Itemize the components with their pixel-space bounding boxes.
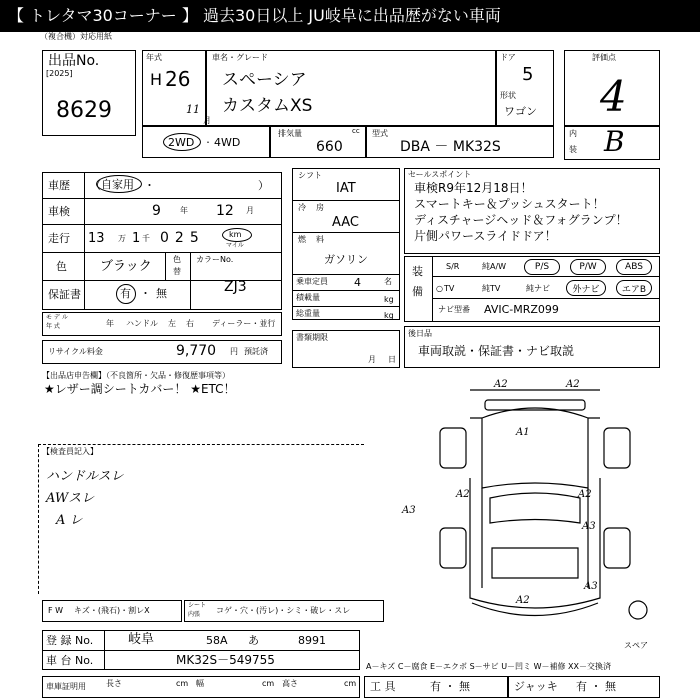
banner-text: 【 トレタマ30コーナー 】 過去30日以上 JU岐阜に出品歴がない車両 (8, 6, 501, 25)
equip-aw: 純A/W (482, 262, 507, 271)
lot-stamp: [2025] (46, 69, 73, 78)
inspection-month-unit: 月 (246, 206, 254, 215)
cert-label: 車庫証明用 (46, 682, 86, 691)
drive-4wd: 4WD (214, 136, 241, 149)
seat-label-2: 内張 (188, 611, 201, 618)
equip-jtv: 純TV (482, 284, 501, 293)
chassis-label: 車 台 No. (46, 654, 94, 667)
equipment-label-1: 装 (412, 265, 423, 278)
fuel-value: ガソリン (324, 253, 368, 266)
tools-label: 工 具 (370, 680, 396, 693)
damage-a2-2: A2 (566, 379, 580, 390)
shift-value: IAT (336, 181, 356, 196)
navi-label: ナビ型番 (438, 305, 470, 314)
model-row-label-2: 年 式 (46, 323, 60, 330)
recycle-unit: 円 (230, 347, 238, 356)
mileage-rest: 025 (160, 230, 205, 246)
body-value: ワゴン (504, 105, 537, 118)
score-value: 4 (600, 72, 627, 121)
year-era: H (150, 70, 163, 89)
damage-a2-3: A2 (456, 489, 470, 500)
selling-point-3: ディスチャージヘッド＆フォグランプ！ (414, 213, 628, 227)
damage-a2-4: A2 (578, 489, 592, 500)
interior-label-1: 内 (569, 129, 577, 138)
inspector-line-3: A レ (56, 513, 83, 528)
post-install-value: 車両取説・保証書・ナビ取説 (418, 344, 575, 358)
color-change-2: 替 (173, 267, 181, 276)
history-paren-close: ） (258, 179, 269, 192)
selling-point-4: 片側パワースライドドア！ (414, 229, 557, 243)
mileage-label: 走行 (48, 232, 70, 245)
warranty-none: 無 (156, 287, 167, 300)
color-value: ブラック (100, 259, 152, 274)
color-label: 色 (56, 260, 67, 273)
capacity-value: 4 (354, 276, 361, 289)
cert-len: 長さ (106, 679, 122, 688)
interior-label-2: 装 (569, 145, 577, 154)
fw-label: F W (48, 606, 64, 615)
navi-value: AVIC-MRZ099 (484, 303, 559, 316)
fuel-label-2: 料 (316, 235, 324, 244)
score-label: 評価点 (592, 53, 616, 62)
model-row-year-unit: 年 (106, 319, 114, 328)
seat-label-1: シート (188, 602, 207, 609)
recycle-note: 預託済 (244, 347, 268, 356)
cert-width: 幅 (196, 679, 204, 688)
load-label: 積載量 (296, 293, 320, 302)
tools-value: 有 ・ 無 (430, 680, 470, 693)
equip-airbag: エアB (616, 280, 652, 296)
model-name: スペーシア (222, 70, 307, 90)
weight-unit: kg (384, 311, 394, 320)
equip-tv-mark: ○ (436, 284, 443, 293)
notes-label: 【出品店申告欄】（不良箇所・欠品・修復歴事項等） (42, 371, 230, 380)
type-value: DBA － MK32S (400, 139, 501, 155)
selling-point-2: スマートキー＆プッシュスタート！ (414, 197, 605, 211)
mileage-sen-unit: 千 (142, 234, 150, 243)
year-month: 11 (186, 103, 200, 116)
reg-number: 8991 (298, 634, 326, 647)
reg-label: 登 録 No. (46, 634, 94, 647)
drive-dot: ・ (204, 138, 212, 147)
model-row-label-1: モ デ ル (46, 314, 68, 321)
jack-value: 有 ・ 無 (576, 680, 616, 693)
year-value: 26 (165, 67, 191, 91)
interior-value: B (604, 125, 625, 158)
model-grade: カスタムXS (222, 96, 313, 116)
aircon-label-2: 房 (316, 203, 324, 212)
type-label: 型式 (372, 129, 388, 138)
spare-label: スペア (624, 641, 648, 650)
inspector-line-1: ハンドルスレ (46, 469, 124, 484)
inspector-label: 【検査員記入】 (42, 447, 98, 456)
post-install-label: 後日品 (408, 329, 432, 338)
mileage-man: 13 (88, 231, 105, 246)
fw-text: キズ・(飛石)・割レX (74, 606, 150, 615)
capacity-label: 乗車定員 (296, 277, 328, 286)
equip-tv: TV (444, 284, 455, 293)
cc-unit: cc (352, 127, 360, 135)
history-value: 自家用 (101, 178, 134, 191)
recycle-label: リサイクル料金 (48, 347, 103, 356)
equip-ps: P/S (524, 259, 560, 275)
cert-cm2: cm (262, 679, 275, 688)
seat-text: コゲ・穴・(汚レ)・シミ・破レ・スレ (216, 606, 351, 615)
equip-abs: ABS (616, 259, 652, 275)
color-no-value: ZJ3 (224, 279, 247, 295)
equipment-label-2: 備 (412, 285, 423, 298)
capacity-unit: 名 (384, 277, 392, 286)
inspector-line-2: AWスレ (46, 491, 95, 506)
fuel-label-1: 燃 (298, 235, 306, 244)
warranty-label: 保証書 (48, 288, 81, 301)
damage-a2-1: A2 (494, 379, 508, 390)
model-row-right: 右 (186, 319, 194, 328)
car-diagram (410, 378, 660, 630)
inspection-month: 12 (216, 203, 234, 219)
aircon-label-1: 冷 (298, 203, 306, 212)
cert-cm1: cm (176, 679, 189, 688)
equip-ext-navi: 外ナビ (566, 280, 606, 296)
weight-label: 総重量 (296, 309, 320, 318)
deadline-label: 書類期限 (296, 333, 328, 342)
equip-pw: P/W (570, 259, 606, 275)
warranty-value: 有 (120, 287, 131, 300)
history-dot: ・ (144, 179, 155, 192)
history-label: 車歴 (48, 179, 70, 192)
legend-codes: A－キズ C－腐食 E－エクボ S－サビ U－凹ミ W－補修 XX－交換済 (366, 662, 612, 671)
history-paren: （ (90, 179, 101, 192)
inspection-year: 9 (152, 203, 161, 219)
inspection-year-unit: 年 (180, 206, 188, 215)
doors-value: 5 (522, 64, 534, 85)
cert-height: 高さ (282, 679, 298, 688)
color-no-label: カラーNo. (196, 255, 234, 264)
damage-a2-5: A2 (516, 595, 530, 606)
mileage-sen: 1 (132, 231, 141, 246)
mileage-mile: マイル (226, 242, 244, 249)
color-change-1: 色 (173, 255, 181, 264)
model-row-dealer: ディーラー・並行 (212, 319, 276, 328)
shift-label: シフト (298, 171, 322, 180)
load-unit: kg (384, 295, 394, 304)
aircon-value: AAC (332, 215, 359, 230)
deadline-day: 日 (388, 355, 396, 364)
mileage-km: km (229, 230, 242, 239)
model-label: 車名・グレード (212, 53, 268, 62)
cc-value: 660 (316, 139, 343, 155)
inspector-frame (38, 444, 364, 594)
damage-a3-1: A3 (402, 505, 416, 516)
reg-class: 58A (206, 634, 228, 647)
equip-sr: S/R (446, 262, 460, 271)
warranty-sep: ・ (140, 287, 151, 300)
year-month-unit: 月 (203, 116, 211, 125)
selling-points-label: セールスポイント (408, 170, 472, 179)
chassis-value: MK32S－549755 (176, 653, 275, 667)
damage-a3-3: A3 (584, 581, 598, 592)
notes-text: ★レザー調シートカバー！ ★ETC！ (44, 382, 236, 396)
jack-label: ジャッキ (514, 680, 558, 693)
mileage-man-unit: 万 (118, 234, 126, 243)
model-row-handle: ハンドル (126, 319, 158, 328)
lot-number: 8629 (56, 98, 112, 123)
reg-kana: あ (248, 634, 259, 647)
subheader: （複合機）対応用紙 (40, 32, 112, 41)
model-row-left: 左 (168, 319, 176, 328)
selling-point-1: 車検R9年12月18日！ (414, 181, 533, 195)
reg-office: 岐阜 (128, 632, 155, 647)
body-label: 形状 (500, 91, 516, 100)
deadline-month: 月 (368, 355, 376, 364)
inspection-label: 車検 (48, 205, 70, 218)
recycle-value: 9,770 (176, 343, 217, 359)
cert-cm3: cm (344, 679, 357, 688)
equip-navi: 純ナビ (526, 284, 550, 293)
drive-2wd: 2WD (168, 136, 195, 149)
doors-label: ドア (500, 53, 516, 62)
lot-label: 出品No. (48, 53, 100, 69)
damage-a1: A1 (516, 427, 530, 438)
cc-label: 排気量 (278, 129, 302, 138)
year-label: 年式 (146, 53, 162, 62)
damage-a3-2: A3 (582, 521, 596, 532)
